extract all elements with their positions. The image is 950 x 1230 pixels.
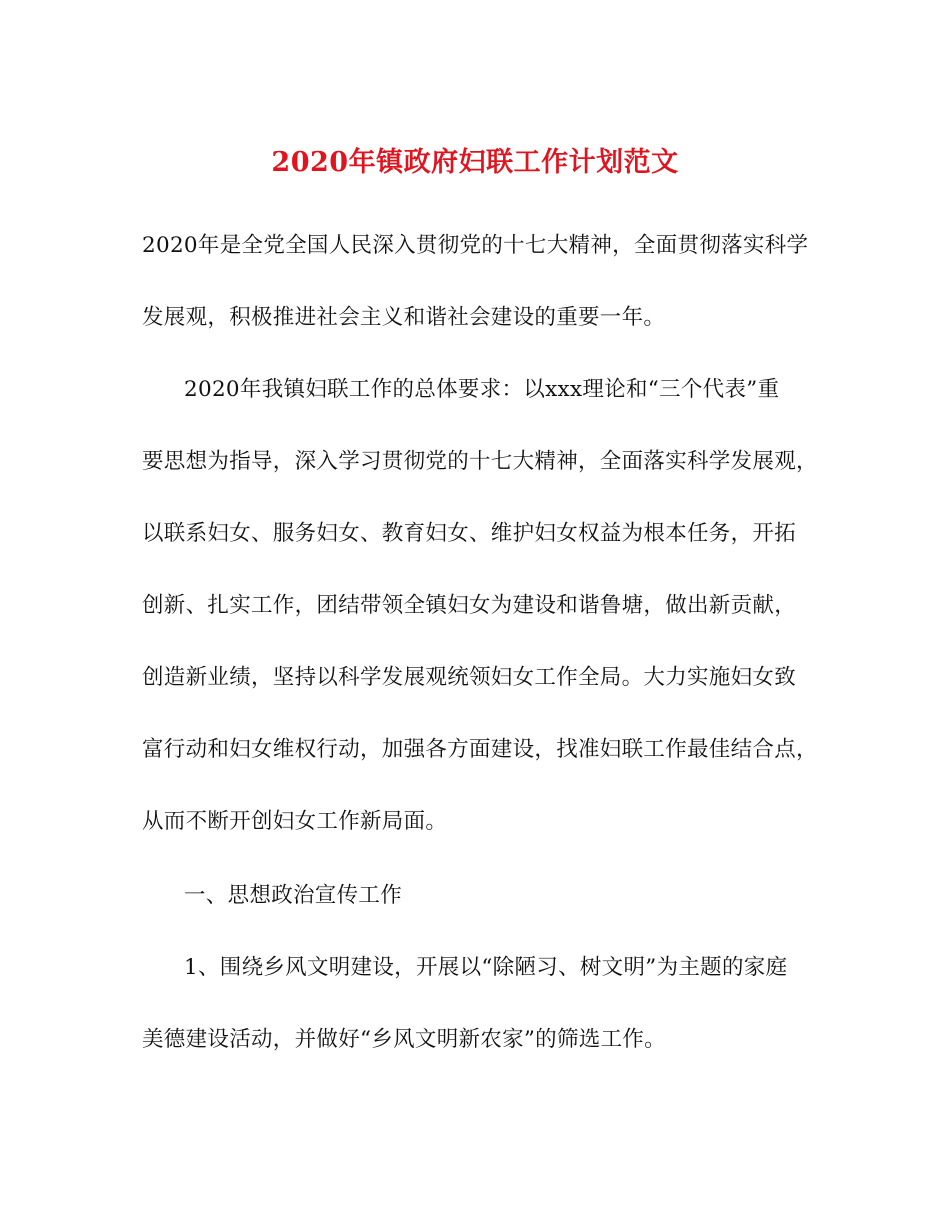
section-heading: 一、思想政治宣传工作: [184, 883, 403, 908]
paragraph-line: 从而不断开创妇女工作新局面。: [142, 809, 448, 834]
paragraph-line: 发展观，积极推进社会主义和谐社会建设的重要一年。: [142, 305, 666, 330]
paragraph-line: 富行动和妇女维权行动，加强各方面建设，找准妇联工作最佳结合点，: [142, 737, 818, 762]
paragraph-line: 1、围绕乡风文明建设，开展以“除陋习、树文明”为主题的家庭: [184, 955, 788, 980]
paragraph-line: 创造新业绩，坚持以科学发展观统领妇女工作全局。大力实施妇女致: [142, 665, 797, 690]
paragraph-line: 美德建设活动，并做好“乡风文明新农家”的筛选工作。: [142, 1027, 666, 1052]
document-title: 2020年镇政府妇联工作计划范文: [271, 147, 679, 178]
paragraph-line: 要思想为指导，深入学习贯彻党的十七大精神，全面落实科学发展观，: [142, 449, 818, 474]
paragraph-line: 以联系妇女、服务妇女、教育妇女、维护妇女权益为根本任务，开拓: [142, 521, 797, 546]
paragraph-line: 2020年我镇妇联工作的总体要求：以xxx理论和“三个代表”重: [184, 377, 780, 402]
paragraph-line: 2020年是全党全国人民深入贯彻党的十七大精神，全面贯彻落实科学: [142, 233, 809, 258]
paragraph-line: 创新、扎实工作，团结带领全镇妇女为建设和谐鲁塘，做出新贡献，: [142, 593, 797, 618]
